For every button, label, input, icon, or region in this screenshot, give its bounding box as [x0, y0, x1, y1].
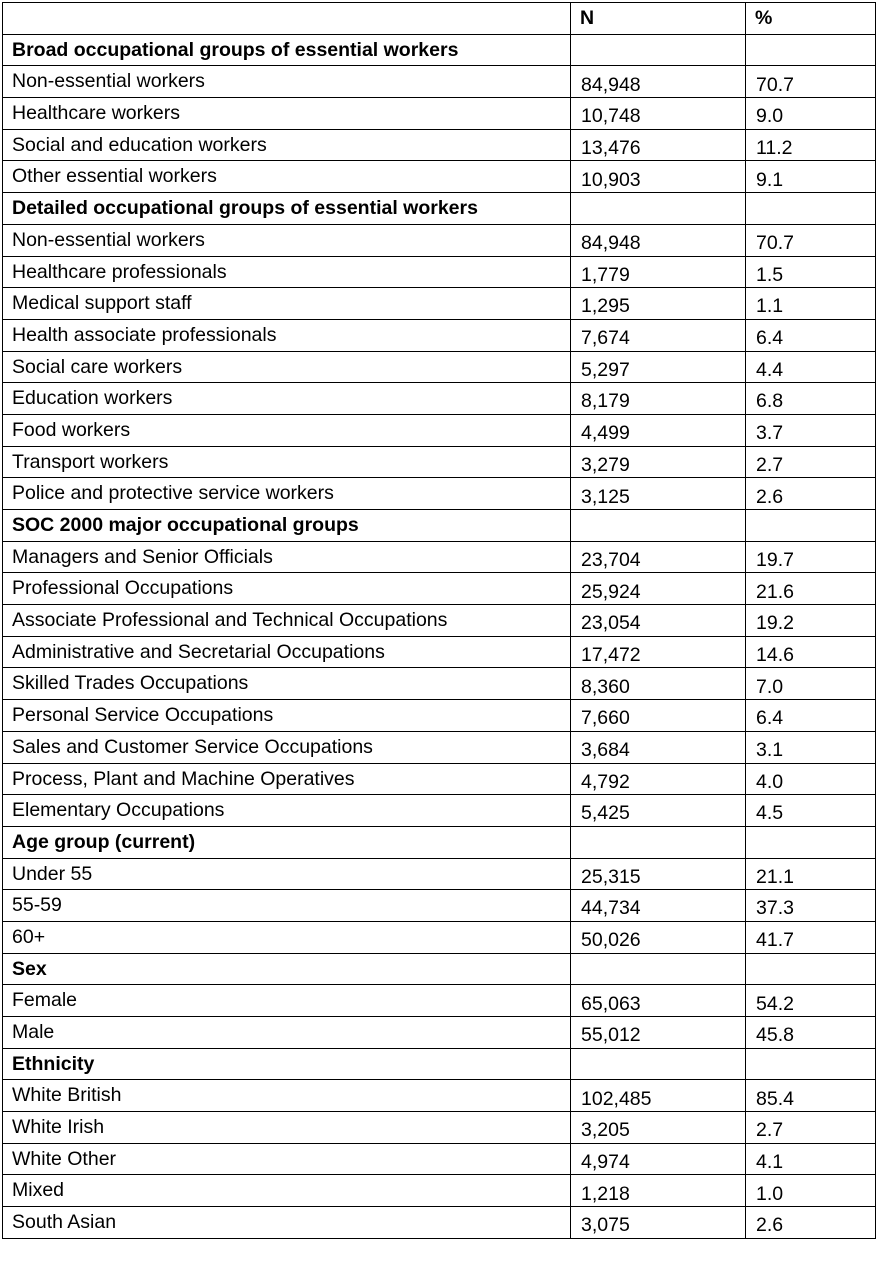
- percent-value-cell: 70.7: [746, 66, 876, 98]
- n-value-cell: 13,476: [571, 129, 746, 161]
- table-row: [3, 921, 876, 953]
- n-value-cell: 44,734: [571, 890, 746, 922]
- n-value-cell: 1,218: [571, 1175, 746, 1207]
- occupation-demographics-table: [2, 2, 876, 1239]
- table-row: [3, 98, 876, 130]
- header-label-cell: [3, 3, 571, 35]
- percent-value-cell: 21.1: [746, 858, 876, 890]
- percent-value-cell: 19.2: [746, 605, 876, 637]
- n-value-cell: 23,054: [571, 605, 746, 637]
- n-value-cell: 7,660: [571, 700, 746, 732]
- percent-value-cell: 14.6: [746, 636, 876, 668]
- table-row: [3, 858, 876, 890]
- row-label-cell: White Irish: [3, 1112, 571, 1144]
- percent-value-cell: 2.6: [746, 478, 876, 510]
- row-label-cell: Managers and Senior Officials: [3, 541, 571, 573]
- table-row: [3, 383, 876, 415]
- n-value-cell: 23,704: [571, 541, 746, 573]
- table-row: [3, 1175, 876, 1207]
- section-title-cell: Detailed occupational groups of essential workers: [3, 193, 571, 225]
- n-value-cell: 1,295: [571, 288, 746, 320]
- n-value-cell: [571, 1048, 746, 1080]
- row-label-cell: Police and protective service workers: [3, 478, 571, 510]
- row-label-cell: Non-essential workers: [3, 224, 571, 256]
- table-row: [3, 605, 876, 637]
- percent-value-cell: 1.5: [746, 256, 876, 288]
- section-header-row: [3, 826, 876, 858]
- row-label-cell: 60+: [3, 921, 571, 953]
- n-value-cell: [571, 34, 746, 66]
- table-row: [3, 351, 876, 383]
- section-header-row: [3, 1048, 876, 1080]
- n-value-cell: 25,924: [571, 573, 746, 605]
- n-value-cell: 4,792: [571, 763, 746, 795]
- percent-value-cell: 45.8: [746, 1017, 876, 1049]
- percent-value-cell: [746, 1048, 876, 1080]
- n-value-cell: [571, 193, 746, 225]
- n-value-cell: 50,026: [571, 921, 746, 953]
- row-label-cell: Transport workers: [3, 446, 571, 478]
- n-value-cell: 3,205: [571, 1112, 746, 1144]
- n-value-cell: 5,297: [571, 351, 746, 383]
- row-label-cell: Associate Professional and Technical Occupations: [3, 605, 571, 637]
- table-row: [3, 414, 876, 446]
- n-value-cell: 10,748: [571, 98, 746, 130]
- section-title-cell: Age group (current): [3, 826, 571, 858]
- n-value-cell: 55,012: [571, 1017, 746, 1049]
- n-value-cell: 17,472: [571, 636, 746, 668]
- section-header-row: [3, 953, 876, 985]
- percent-value-cell: 2.7: [746, 1112, 876, 1144]
- percent-value-cell: 4.1: [746, 1143, 876, 1175]
- header-n-cell: N: [571, 3, 746, 35]
- n-value-cell: 3,279: [571, 446, 746, 478]
- percent-value-cell: 9.0: [746, 98, 876, 130]
- percent-value-cell: 54.2: [746, 985, 876, 1017]
- table-row: [3, 1017, 876, 1049]
- n-value-cell: 1,779: [571, 256, 746, 288]
- row-label-cell: Food workers: [3, 414, 571, 446]
- table-row: [3, 700, 876, 732]
- row-label-cell: White Other: [3, 1143, 571, 1175]
- row-label-cell: Healthcare workers: [3, 98, 571, 130]
- row-label-cell: Process, Plant and Machine Operatives: [3, 763, 571, 795]
- row-label-cell: Education workers: [3, 383, 571, 415]
- table-row: [3, 66, 876, 98]
- table-row: [3, 288, 876, 320]
- n-value-cell: 84,948: [571, 66, 746, 98]
- header-pct-cell: %: [746, 3, 876, 35]
- percent-value-cell: 85.4: [746, 1080, 876, 1112]
- table-row: [3, 1207, 876, 1239]
- row-label-cell: 55-59: [3, 890, 571, 922]
- percent-value-cell: 37.3: [746, 890, 876, 922]
- table-body: [3, 34, 876, 1238]
- table-row: [3, 636, 876, 668]
- table-row: [3, 319, 876, 351]
- row-label-cell: Healthcare professionals: [3, 256, 571, 288]
- table-row: [3, 731, 876, 763]
- percent-value-cell: 3.7: [746, 414, 876, 446]
- n-value-cell: 7,674: [571, 319, 746, 351]
- section-header-row: [3, 193, 876, 225]
- n-value-cell: [571, 953, 746, 985]
- table-row: [3, 668, 876, 700]
- n-value-cell: 25,315: [571, 858, 746, 890]
- section-title-cell: SOC 2000 major occupational groups: [3, 510, 571, 542]
- percent-value-cell: 9.1: [746, 161, 876, 193]
- percent-value-cell: 1.1: [746, 288, 876, 320]
- section-header-row: [3, 510, 876, 542]
- percent-value-cell: 19.7: [746, 541, 876, 573]
- n-value-cell: [571, 510, 746, 542]
- table-row: [3, 1143, 876, 1175]
- table-row: [3, 256, 876, 288]
- row-label-cell: Social care workers: [3, 351, 571, 383]
- table-row: [3, 161, 876, 193]
- percent-value-cell: [746, 193, 876, 225]
- n-value-cell: 102,485: [571, 1080, 746, 1112]
- section-header-row: [3, 34, 876, 66]
- row-label-cell: Administrative and Secretarial Occupations: [3, 636, 571, 668]
- row-label-cell: Male: [3, 1017, 571, 1049]
- n-value-cell: 4,974: [571, 1143, 746, 1175]
- percent-value-cell: 7.0: [746, 668, 876, 700]
- n-value-cell: 3,075: [571, 1207, 746, 1239]
- n-value-cell: 10,903: [571, 161, 746, 193]
- row-label-cell: Skilled Trades Occupations: [3, 668, 571, 700]
- n-value-cell: 8,360: [571, 668, 746, 700]
- row-label-cell: White British: [3, 1080, 571, 1112]
- row-label-cell: Mixed: [3, 1175, 571, 1207]
- section-title-cell: Ethnicity: [3, 1048, 571, 1080]
- percent-value-cell: 6.4: [746, 700, 876, 732]
- n-value-cell: 4,499: [571, 414, 746, 446]
- n-value-cell: 3,125: [571, 478, 746, 510]
- table-header-row: [3, 3, 876, 35]
- percent-value-cell: 21.6: [746, 573, 876, 605]
- percent-value-cell: 6.8: [746, 383, 876, 415]
- percent-value-cell: [746, 953, 876, 985]
- section-title-cell: Broad occupational groups of essential workers: [3, 34, 571, 66]
- row-label-cell: Personal Service Occupations: [3, 700, 571, 732]
- table-row: [3, 573, 876, 605]
- percent-value-cell: 4.5: [746, 795, 876, 827]
- row-label-cell: Elementary Occupations: [3, 795, 571, 827]
- table-row: [3, 795, 876, 827]
- percent-value-cell: 11.2: [746, 129, 876, 161]
- row-label-cell: Professional Occupations: [3, 573, 571, 605]
- table-row: [3, 224, 876, 256]
- n-value-cell: 3,684: [571, 731, 746, 763]
- row-label-cell: Medical support staff: [3, 288, 571, 320]
- row-label-cell: Non-essential workers: [3, 66, 571, 98]
- table-row: [3, 478, 876, 510]
- n-value-cell: 84,948: [571, 224, 746, 256]
- row-label-cell: South Asian: [3, 1207, 571, 1239]
- table-row: [3, 985, 876, 1017]
- row-label-cell: Other essential workers: [3, 161, 571, 193]
- percent-value-cell: 70.7: [746, 224, 876, 256]
- n-value-cell: 8,179: [571, 383, 746, 415]
- percent-value-cell: 41.7: [746, 921, 876, 953]
- row-label-cell: Female: [3, 985, 571, 1017]
- percent-value-cell: 3.1: [746, 731, 876, 763]
- percent-value-cell: [746, 34, 876, 66]
- percent-value-cell: 1.0: [746, 1175, 876, 1207]
- table-row: [3, 1080, 876, 1112]
- table-row: [3, 1112, 876, 1144]
- table-row: [3, 541, 876, 573]
- percent-value-cell: 6.4: [746, 319, 876, 351]
- percent-value-cell: [746, 510, 876, 542]
- table-row: [3, 129, 876, 161]
- percent-value-cell: 2.6: [746, 1207, 876, 1239]
- percent-value-cell: 2.7: [746, 446, 876, 478]
- table-row: [3, 890, 876, 922]
- n-value-cell: 65,063: [571, 985, 746, 1017]
- percent-value-cell: 4.4: [746, 351, 876, 383]
- percent-value-cell: 4.0: [746, 763, 876, 795]
- section-title-cell: Sex: [3, 953, 571, 985]
- row-label-cell: Health associate professionals: [3, 319, 571, 351]
- percent-value-cell: [746, 826, 876, 858]
- row-label-cell: Sales and Customer Service Occupations: [3, 731, 571, 763]
- row-label-cell: Under 55: [3, 858, 571, 890]
- table-row: [3, 763, 876, 795]
- table-row: [3, 446, 876, 478]
- n-value-cell: [571, 826, 746, 858]
- n-value-cell: 5,425: [571, 795, 746, 827]
- row-label-cell: Social and education workers: [3, 129, 571, 161]
